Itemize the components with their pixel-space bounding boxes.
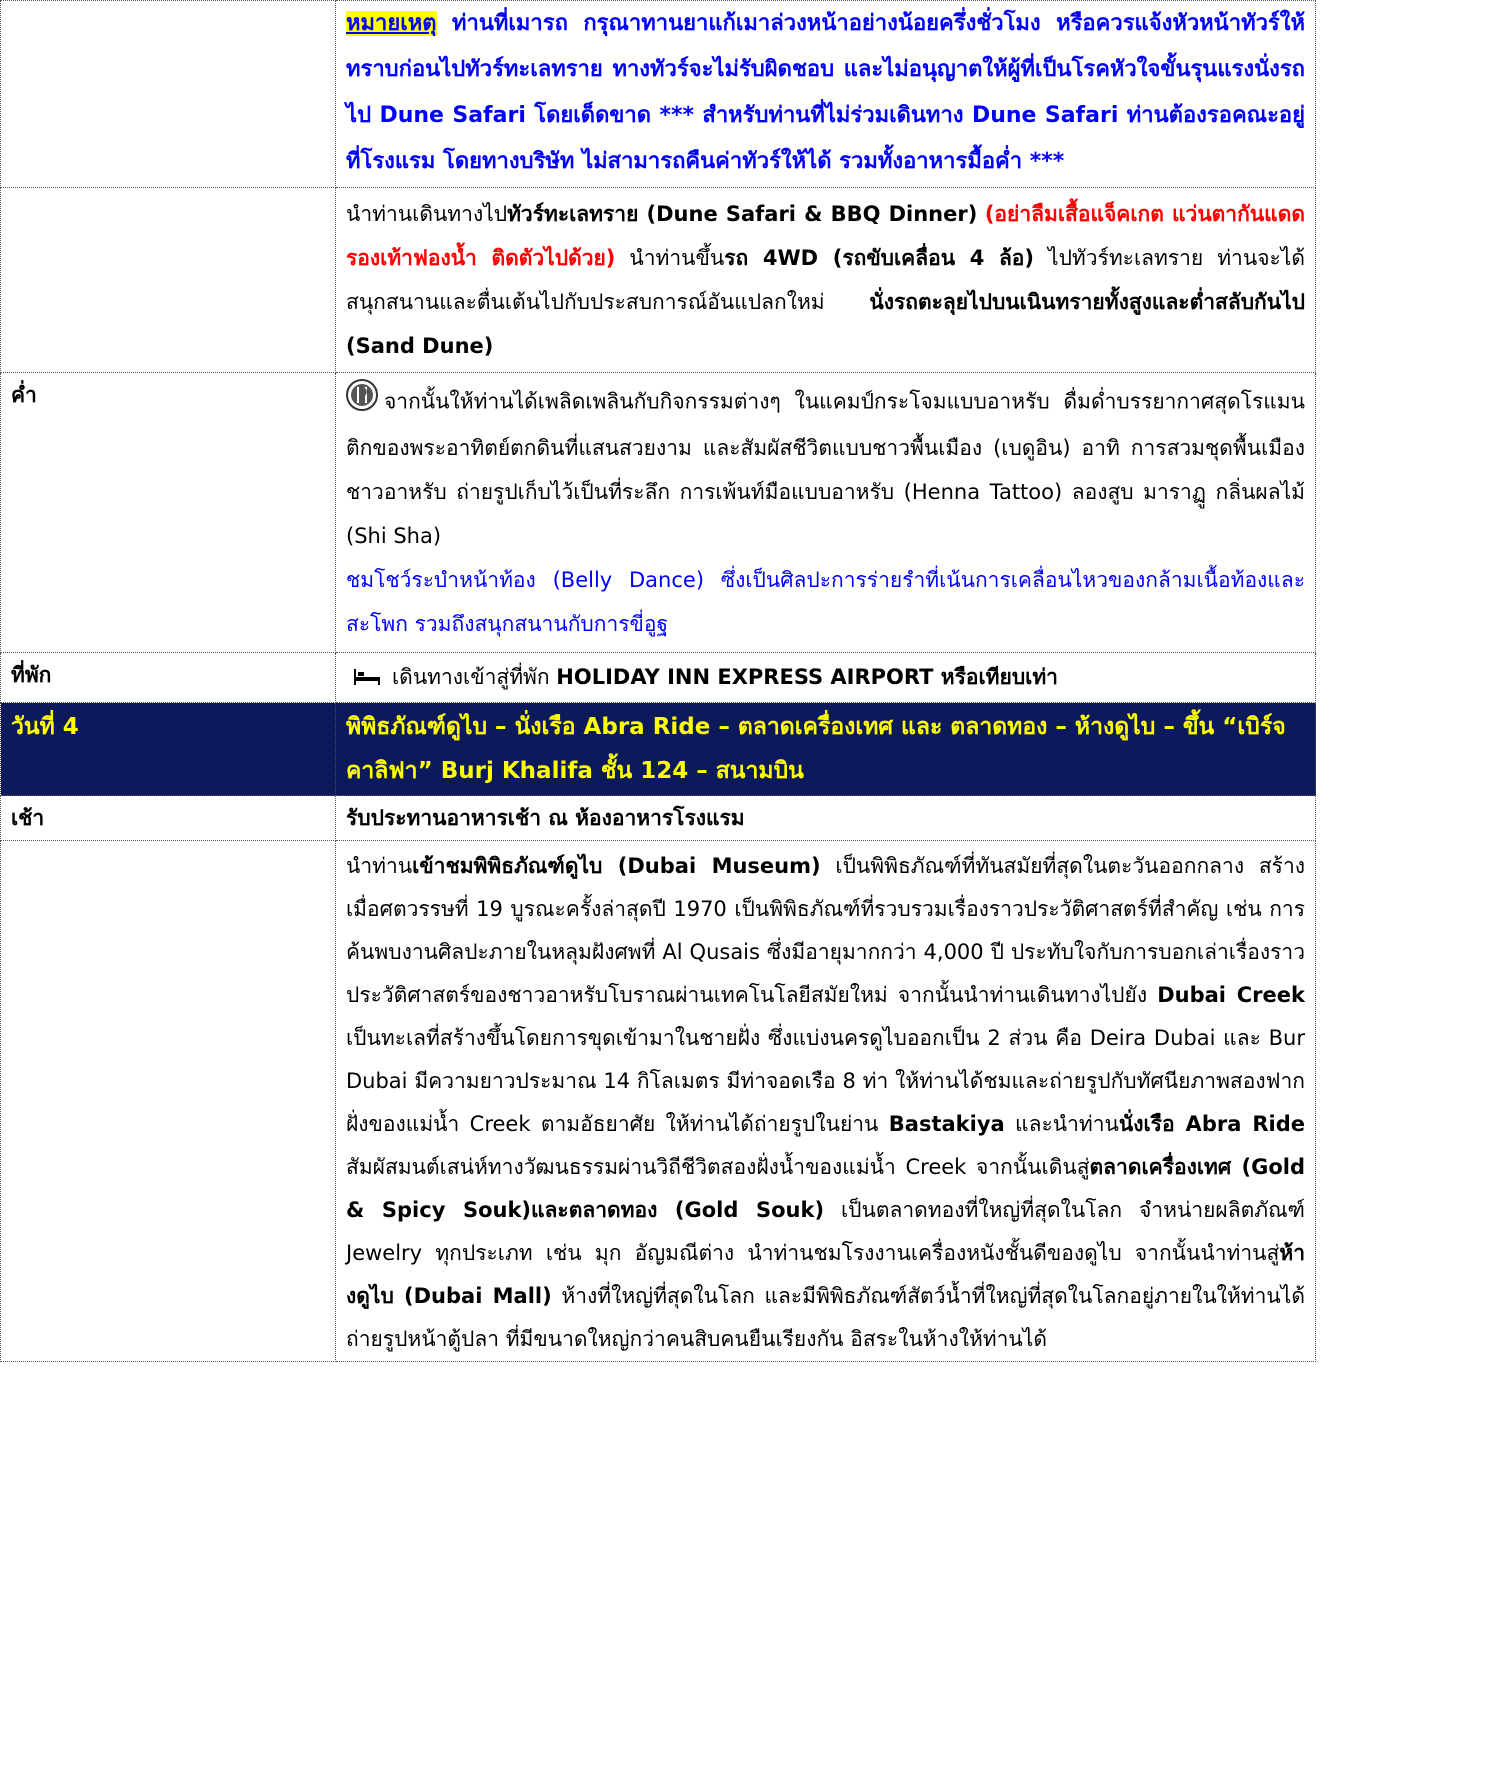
- museum-title: เข้าชมพิพิธภัณฑ์ดูไบ (Dubai Museum): [412, 854, 821, 878]
- bed-icon: [354, 656, 380, 700]
- bastakiya: Bastakiya: [888, 1112, 1005, 1136]
- museum-row: [1, 841, 1316, 1362]
- dinner-belly-dance: ชมโชว์ระบำหน้าท้อง (Belly Dance) ซึ่งเป็นศิลปะการร่ายรำที่เน้นการเคลื่อนไหวของกล้ามเนื้อท้องและสะโพก รวมถึงสนุกสนานกับการขี่อูฐ: [346, 568, 1305, 636]
- spice-gold-souk: ตลาดเครื่องเทศ (Gold & Spicy Souk)และตลาดทอง (Gold Souk): [346, 1155, 1305, 1222]
- safari-cell: นำท่านเดินทางไปทัวร์ทะเลทราย (Dune Safari & BBQ Dinner) (อย่าลืมเสื้อแจ็คเกต แว่นตากันแดด รองเท้าฟองน้ำ ติดตัวไปด้วย) นำท่านขึ้นรถ 4WD (รถขับเคลื่อน 4 ล้อ) ไปทัวร์ทะเลทราย ท่านจะได้สนุกสนานและตื่นเต้นไปกับประสบการณ์อันแปลกใหม่ นั่งรถตะลุยไปบนเนินทรายทั้งสูงและต่ำสลับกันไป (Sand Dune): [336, 188, 1316, 373]
- note-text: ท่านที่เมารถ กรุณาทานยาแก้เมาล่วงหน้าอย่างน้อยครึ่งชั่วโมง หรือควรแจ้งหัวหน้าทัวร์ให้ทราบก่อนไปทัวร์ทะเลทราย ทางทัวร์จะไม่รับผิดชอบ และไม่อนุญาตให้ผู้ที่เป็นโรคหัวใจขั้นรุนแรงนั่งรถไป Dune Safari โดยเด็ดขาด *** สำหรับท่านที่ไม่ร่วมเดินทาง Dune Safari ท่านต้องรอคณะอยู่ที่โรงแรม โดยทางบริษัท ไม่สามารถคืนค่าทัวร์ให้ได้ รวมทั้งอาหารมื้อค่ำ ***: [346, 11, 1305, 174]
- dinner-cell: [336, 373, 1316, 653]
- dubai-mall: ห้างดูไบ (Dubai Mall): [346, 1241, 1305, 1308]
- safari-sand-dune: นั่งรถตะลุยไปบนเนินทรายทั้งสูงและต่ำสลับกันไป (Sand Dune): [346, 290, 1305, 358]
- safari-row: [1, 188, 1316, 373]
- day4-header-row: [1, 703, 1316, 796]
- dinner-text: จากนั้นให้ท่านได้เพลิดเพลินกับกิจกรรมต่างๆ ในแคมป์กระโจมแบบอาหรับ ดื่มด่ำบรรยากาศสุดโรแมนติกของพระอาทิตย์ตกดินที่แสนสวยงาม และสัมผัสชีวิตแบบชาวพื้นเมือง (เบดูอิน) อาทิ การสวมชุดพื้นเมืองชาวอาหรับ ถ่ายรูปเก็บไว้เป็นที่ระลึก การเพ้นท์มือแบบอาหรับ (Henna Tattoo) ลองสูบ มาราฏู กลิ่นผลไม้ (Shi Sha): [346, 389, 1305, 548]
- day4-title: พิพิธภัณฑ์ดูไบ – นั่งเรือ Abra Ride – ตลาดเครื่องเทศ และ ตลาดทอง – ห้างดูไบ – ขึ้น “เบิร์จคาลิฟา” Burj Khalifa ชั้น 124 – สนามบิน: [336, 703, 1316, 796]
- hotel-intro: เดินทางเข้าสู่ที่พัก: [392, 665, 557, 689]
- safari-label-cell: [1, 188, 336, 373]
- safari-title: ทัวร์ทะเลทราย (Dune Safari & BBQ Dinner): [507, 202, 978, 226]
- museum-cell: นำท่านเข้าชมพิพิธภัณฑ์ดูไบ (Dubai Museum) เป็นพิพิธภัณฑ์ที่ทันสมัยที่สุดในตะวันออกกลาง สร้างเมื่อศตวรรษที่ 19 บูรณะครั้งล่าสุดปี 1970 เป็นพิพิธภัณฑ์ที่รวบรวมเรื่องราวประวัติศาสตร์ที่สำคัญ เช่น การค้นพบงานศิลปะภายในหลุมฝังศพที่ Al Qusais ซึ่งมีอายุมากกว่า 4,000 ปี ประทับใจกับการบอกเล่าเรื่องราวประวัติศาสตร์ของชาวอาหรับโบราณผ่านเทคโนโลยีสมัยใหม่ จากนั้นนำท่านเดินทางไปยัง Dubai Creek เป็นทะเลที่สร้างขึ้นโดยการขุดเข้ามาในชายฝั่ง ซึ่งแบ่งนครดูไบออกเป็น 2 ส่วน คือ Deira Dubai และ Bur Dubai มีความยาวประมาณ 14 กิโลเมตร มีท่าจอดเรือ 8 ท่า ให้ท่านได้ชมและถ่ายรูปกับทัศนียภาพสองฟากฝั่งของแม่น้ำ Creek ตามอัธยาศัย ให้ท่านได้ถ่ายรูปในย่าน Bastakiya และนำท่านนั่งเรือ Abra Ride สัมผัสมนต์เสน่ห์ทางวัฒนธรรมผ่านวิถีชีวิตสองฝั่งน้ำของแม่น้ำ Creek จากนั้นเดินสู่ตลาดเครื่องเทศ (Gold & Spicy Souk)และตลาดทอง (Gold Souk) เป็นตลาดทองที่ใหญ่ที่สุดในโลก จำหน่ายผลิตภัณฑ์ Jewelry ทุกประเภท เช่น มุก อัญมณีต่าง นำท่านชมโรงงานเครื่องหนังชั้นดีของดูไบ จากนั้นนำท่านสู่ห้างดูไบ (Dubai Mall) ห้างที่ใหญ่ที่สุดในโลก และมีพิพิธภัณฑ์สัตว์น้ำที่ใหญ่ที่สุดในโลกอยู่ภายในให้ท่านได้ถ่ายรูปหน้าตู้ปลา ที่มีขนาดใหญ่กว่าคนสิบคนยืนเรียงกัน อิสระในห้างให้ท่านได้: [336, 841, 1316, 1362]
- note-highlight: หมายเหตุ: [346, 11, 437, 36]
- safari-4wd: รถ 4WD (รถขับเคลื่อน 4 ล้อ): [724, 246, 1035, 270]
- note-cell: [336, 1, 1316, 188]
- day4-label: วันที่ 4: [1, 703, 336, 796]
- breakfast-label: เช้า: [1, 796, 336, 841]
- breakfast-row: [1, 796, 1316, 841]
- museum-label-cell: [1, 841, 336, 1362]
- abra-ride: นั่งเรือ Abra Ride: [1118, 1112, 1306, 1136]
- breakfast-text: รับประทานอาหารเช้า ณ ห้องอาหารโรงแรม: [336, 796, 1316, 841]
- hotel-cell: [336, 653, 1316, 703]
- hotel-row: [1, 653, 1316, 703]
- note-label-cell: [1, 1, 336, 188]
- restaurant-icon: [346, 379, 378, 426]
- note-row: [1, 1, 1316, 188]
- dubai-creek: Dubai Creek: [1157, 983, 1305, 1007]
- dinner-label: ค่ำ: [1, 373, 336, 653]
- hotel-label: ที่พัก: [1, 653, 336, 703]
- safari-warning: (อย่าลืมเสื้อแจ็คเกต แว่นตากันแดด รองเท้าฟองน้ำ ติดตัวไปด้วย): [346, 202, 1305, 270]
- dinner-row: [1, 373, 1316, 653]
- hotel-name: HOLIDAY INN EXPRESS AIRPORT หรือเทียบเท่า: [556, 665, 1058, 689]
